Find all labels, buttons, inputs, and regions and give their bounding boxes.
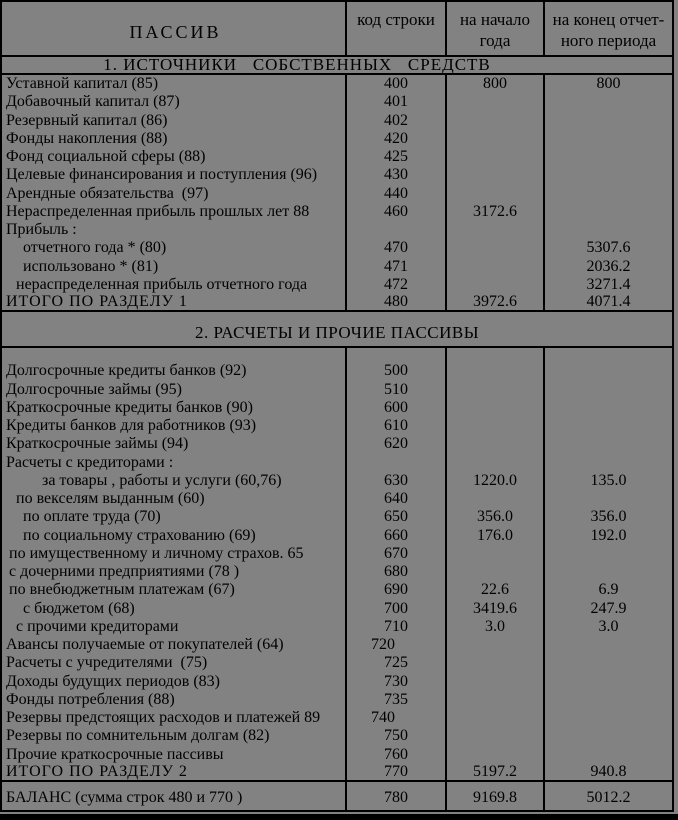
row-code: 401	[345, 93, 445, 111]
table-row	[2, 221, 672, 239]
table-row	[2, 472, 672, 490]
row-code: 610	[345, 417, 445, 435]
row-begin-value	[445, 563, 543, 581]
row-begin-value	[445, 636, 543, 654]
row-label: Арендные обязательства (97)	[6, 184, 209, 202]
table-row	[2, 618, 672, 636]
table-row	[2, 399, 672, 417]
row-label: Фонд социальной сферы (88)	[6, 148, 206, 166]
row-begin-value	[445, 381, 543, 399]
row-code: 740	[345, 709, 445, 727]
row-code: 430	[345, 166, 445, 184]
row-begin-value	[445, 399, 543, 417]
row-end-value: 356.0	[543, 508, 672, 526]
table-row	[2, 527, 672, 545]
section2-title: 2. РАСЧЕТЫ И ПРОЧИЕ ПАССИВЫ	[2, 312, 672, 348]
row-end-value	[543, 130, 672, 148]
table-row	[2, 93, 672, 111]
code-column-header	[345, 2, 445, 55]
row-begin-value	[445, 166, 543, 184]
table-row	[2, 454, 672, 472]
section1-title: 1. ИСТОЧНИКИ СОБСТВЕННЫХ СРЕДСТВ	[2, 57, 672, 75]
row-label: использовано * (81)	[23, 257, 159, 275]
row-begin-value	[445, 709, 543, 727]
row-end-value	[543, 454, 672, 472]
row-begin-value	[445, 239, 543, 257]
table-row	[2, 417, 672, 435]
row-end-value	[543, 490, 672, 508]
row-label: с бюджетом (68)	[23, 599, 135, 617]
table-row	[2, 435, 672, 453]
row-begin-value	[445, 130, 543, 148]
table-row	[2, 239, 672, 257]
row-label: Прочие краткосрочные пассивы	[6, 745, 224, 763]
table-row	[2, 508, 672, 526]
row-begin-value: 3419.6	[445, 600, 543, 618]
balance-end-value: 5012.2	[543, 782, 672, 810]
row-code: 471	[345, 258, 445, 276]
row-end-value	[543, 727, 672, 745]
end-column-header	[543, 2, 672, 55]
row-begin-value	[445, 746, 543, 764]
row-end-value	[543, 203, 672, 221]
row-label: Добавочный капитал (87)	[6, 93, 180, 111]
table-row	[2, 746, 672, 764]
row-end-value	[543, 221, 672, 239]
row-end-value: 3.0	[543, 618, 672, 636]
row-label: по внебюджетным платежам (67)	[9, 581, 235, 599]
row-code	[345, 454, 445, 472]
row-code: 650	[345, 508, 445, 526]
row-end-value	[543, 545, 672, 563]
row-label: ИТОГО ПО РАЗДЕЛУ 2	[6, 763, 188, 780]
table-row	[2, 581, 672, 599]
spacer-label-cell	[2, 348, 345, 362]
row-code: 510	[345, 381, 445, 399]
table-row	[2, 258, 672, 276]
row-label: Прибыль :	[6, 221, 77, 239]
row-code: 630	[345, 472, 445, 490]
row-label: Доходы будущих периодов (83)	[6, 672, 220, 690]
row-label: за товары , работы и услуги (60,76)	[42, 471, 282, 489]
row-code: 720	[345, 636, 445, 654]
row-end-value: 5307.6	[543, 239, 672, 257]
table-row	[2, 294, 672, 312]
table-row	[2, 545, 672, 563]
row-code: 425	[345, 148, 445, 166]
spacer-begin-cell	[445, 348, 543, 362]
row-end-value: 800	[543, 75, 672, 93]
row-code: 420	[345, 130, 445, 148]
row-end-value: 135.0	[543, 472, 672, 490]
row-label: с прочими кредиторами	[16, 617, 179, 635]
row-begin-value: 3172.6	[445, 203, 543, 221]
table-row	[2, 600, 672, 618]
row-begin-value	[445, 112, 543, 130]
table-row	[2, 654, 672, 672]
row-begin-value	[445, 691, 543, 709]
balance-begin-value: 9169.8	[445, 782, 543, 810]
row-end-value	[543, 399, 672, 417]
table-row	[2, 75, 672, 93]
row-code	[345, 221, 445, 239]
row-label: по социальному страхованию (69)	[23, 526, 256, 544]
table-row	[2, 691, 672, 709]
row-code: 600	[345, 399, 445, 417]
row-label: Авансы получаемые от покупателей (64)	[6, 636, 284, 654]
row-begin-value	[445, 276, 543, 294]
row-begin-value	[445, 545, 543, 563]
row-begin-value	[445, 417, 543, 435]
row-code: 400	[345, 75, 445, 93]
table-row	[2, 130, 672, 148]
row-label: Резервы предстоящих расходов и платежей 89	[6, 709, 321, 727]
row-code: 690	[345, 581, 445, 599]
row-code: 770	[345, 764, 445, 780]
row-code: 730	[345, 673, 445, 691]
row-label: Долгосрочные кредиты банков (92)	[6, 362, 247, 380]
balance-row	[2, 782, 672, 812]
row-label: Фонды потребления (88)	[6, 690, 175, 708]
row-begin-value: 3.0	[445, 618, 543, 636]
row-code: 460	[345, 203, 445, 221]
begin-column-title-line1: на начало	[459, 10, 531, 29]
row-label: Нераспределенная прибыль прошлых лет 88	[6, 202, 310, 220]
row-label: Уставной капитал (85)	[6, 75, 159, 93]
table-row	[2, 381, 672, 399]
row-begin-value	[445, 490, 543, 508]
row-label: по векселям выданным (60)	[16, 490, 205, 508]
row-code: 670	[345, 545, 445, 563]
row-end-value: 940.8	[543, 764, 672, 780]
row-code: 725	[345, 654, 445, 672]
row-code: 660	[345, 527, 445, 545]
row-label: Расчеты с кредиторами :	[6, 453, 174, 471]
row-end-value	[543, 746, 672, 764]
begin-column-title-line2: года	[479, 31, 511, 50]
row-label: Кредиты банков для работников (93)	[6, 417, 257, 435]
balance-label: БАЛАНС (сумма строк 480 и 770 )	[6, 789, 243, 806]
row-label: с дочерними предприятиями (78 )	[9, 563, 240, 581]
table-row	[2, 276, 672, 294]
row-code: 470	[345, 239, 445, 257]
row-label: по оплате труда (70)	[23, 508, 161, 526]
end-column-title-line2: ного периода	[560, 31, 657, 50]
row-code: 680	[345, 563, 445, 581]
row-end-value: 4071.4	[543, 294, 672, 310]
row-code: 480	[345, 294, 445, 310]
row-label: Краткосрочные кредиты банков (90)	[6, 398, 253, 416]
row-label: нераспределенная прибыль отчетного года	[16, 275, 308, 293]
table-row	[2, 362, 672, 380]
row-begin-value	[445, 654, 543, 672]
row-end-value	[543, 654, 672, 672]
row-label: Резервный капитал (86)	[6, 111, 168, 129]
row-end-value	[543, 93, 672, 111]
row-label: отчетного года * (80)	[23, 239, 167, 257]
row-end-value: 247.9	[543, 600, 672, 618]
row-label: Фонды накопления (88)	[6, 129, 168, 147]
spacer-row	[2, 348, 672, 362]
row-code: 402	[345, 112, 445, 130]
row-end-value	[543, 381, 672, 399]
table-row	[2, 166, 672, 184]
section2-rows	[2, 362, 672, 782]
row-label: Краткосрочные займы (94)	[6, 435, 189, 453]
row-code: 735	[345, 691, 445, 709]
row-begin-value: 176.0	[445, 527, 543, 545]
row-end-value: 6.9	[543, 581, 672, 599]
row-end-value	[543, 691, 672, 709]
spacer-code-cell	[345, 348, 445, 362]
row-code: 750	[345, 727, 445, 745]
row-begin-value	[445, 258, 543, 276]
section1-rows	[2, 75, 672, 312]
row-begin-value	[445, 673, 543, 691]
spacer-end-cell	[543, 348, 672, 362]
table-row	[2, 709, 672, 727]
row-code: 760	[345, 746, 445, 764]
row-begin-value: 356.0	[445, 508, 543, 526]
row-code: 472	[345, 276, 445, 294]
row-end-value: 192.0	[543, 527, 672, 545]
row-begin-value	[445, 148, 543, 166]
row-begin-value: 1220.0	[445, 472, 543, 490]
row-begin-value	[445, 435, 543, 453]
row-end-value	[543, 166, 672, 184]
row-begin-value	[445, 93, 543, 111]
row-end-value	[543, 185, 672, 203]
row-end-value	[543, 563, 672, 581]
row-begin-value: 800	[445, 75, 543, 93]
end-column-title-line1: на конец отчет-	[552, 10, 665, 29]
table-row	[2, 727, 672, 745]
row-end-value	[543, 709, 672, 727]
row-end-value	[543, 362, 672, 380]
table-row	[2, 185, 672, 203]
table-row	[2, 490, 672, 508]
balance-code: 780	[345, 782, 445, 810]
table-row	[2, 148, 672, 166]
row-code: 700	[345, 600, 445, 618]
row-begin-value	[445, 362, 543, 380]
row-label: Целевые финансирования и поступления (96)	[6, 166, 318, 184]
row-code: 710	[345, 618, 445, 636]
row-code: 620	[345, 435, 445, 453]
row-begin-value	[445, 221, 543, 239]
row-end-value	[543, 112, 672, 130]
row-label: Расчеты с учредителями (75)	[6, 654, 208, 672]
table-row	[2, 563, 672, 581]
table-row	[2, 636, 672, 654]
row-end-value	[543, 636, 672, 654]
row-begin-value	[445, 454, 543, 472]
row-label: ИТОГО ПО РАЗДЕЛУ 1	[6, 294, 188, 311]
begin-column-header	[445, 2, 543, 55]
row-end-value	[543, 673, 672, 691]
row-end-value: 2036.2	[543, 258, 672, 276]
row-begin-value	[445, 727, 543, 745]
row-code: 440	[345, 185, 445, 203]
row-label: Резервы по сомнительным долгам (82)	[6, 727, 270, 745]
row-code: 640	[345, 490, 445, 508]
row-label: по имущественному и личному страхов. 65	[9, 544, 304, 562]
row-begin-value: 3972.6	[445, 294, 543, 310]
passive-column-title: ПАССИВ	[129, 21, 222, 42]
table-header-row	[2, 2, 672, 57]
row-label: Долгосрочные займы (95)	[6, 380, 182, 398]
row-end-value	[543, 417, 672, 435]
bottom-black-strip	[0, 814, 678, 820]
table-row	[2, 673, 672, 691]
row-begin-value: 5197.2	[445, 764, 543, 780]
row-end-value	[543, 435, 672, 453]
table-row	[2, 203, 672, 221]
table-row	[2, 764, 672, 782]
row-begin-value	[445, 185, 543, 203]
row-end-value	[543, 148, 672, 166]
row-begin-value: 22.6	[445, 581, 543, 599]
code-column-title: код строки	[357, 10, 435, 29]
row-end-value: 3271.4	[543, 276, 672, 294]
row-code: 500	[345, 362, 445, 380]
passive-column-header	[2, 2, 345, 55]
table-row	[2, 112, 672, 130]
